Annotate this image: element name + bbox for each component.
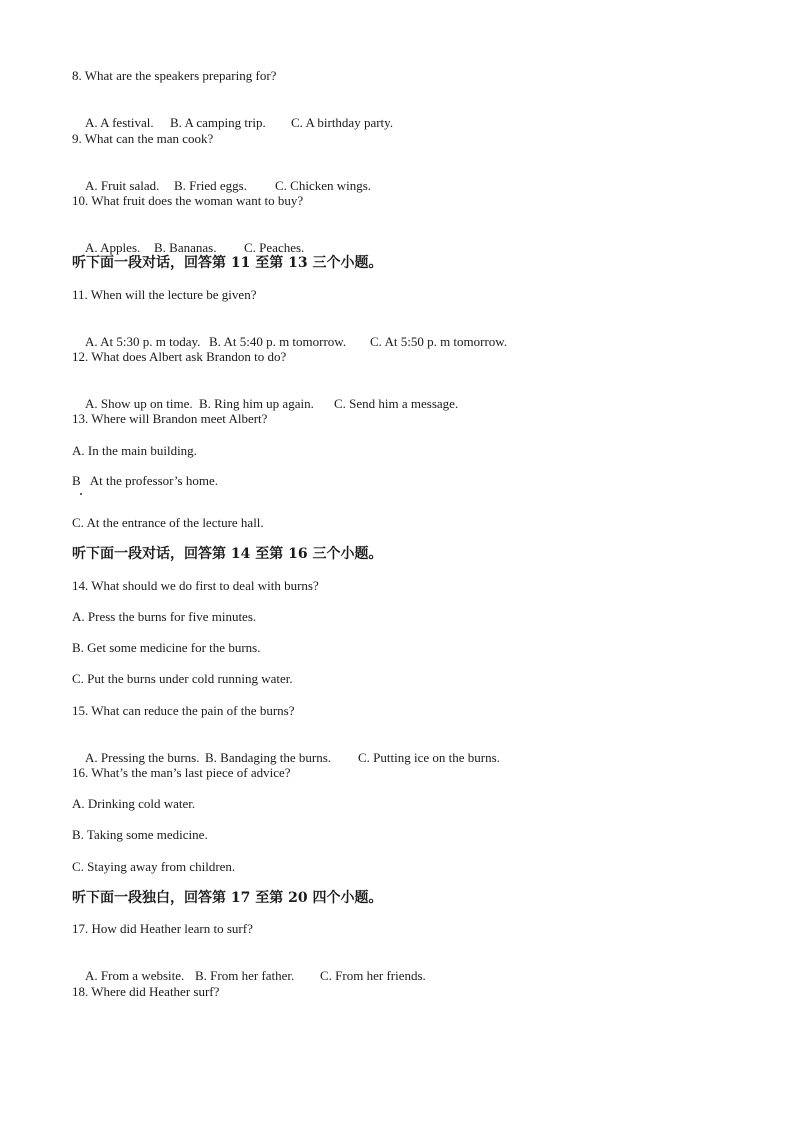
option-c: C. At the entrance of the lecture hall. xyxy=(72,515,264,530)
option-a: A. Press the burns for five minutes. xyxy=(72,609,257,624)
option-a: A. Fruit salad. xyxy=(85,178,160,193)
option-c: C. At 5:50 p. m tomorrow. xyxy=(370,334,508,349)
option-b: B. A camping trip. xyxy=(170,115,266,130)
option-a: A. Apples. xyxy=(85,240,141,255)
option-c: C. Chicken wings. xyxy=(275,178,372,193)
option-a: A. In the main building. xyxy=(72,443,197,458)
question-18: 18. Where did Heather surf? xyxy=(72,984,220,999)
option-b: B. Bananas. xyxy=(154,240,217,255)
option-c: C. Putting ice on the burns. xyxy=(358,750,500,765)
question-12: 12. What does Albert ask Brandon to do? xyxy=(72,349,287,364)
option-a: A. Show up on time. xyxy=(85,396,193,411)
option-a: A. At 5:30 p. m today. xyxy=(85,334,201,349)
option-c: C. From her friends. xyxy=(320,968,426,983)
stray-dot xyxy=(80,493,82,495)
question-15: 15. What can reduce the pain of the burns? xyxy=(72,703,295,718)
option-a: A. Drinking cold water. xyxy=(72,796,196,811)
option-b: B. Taking some medicine. xyxy=(72,827,208,842)
option-c: C. A birthday party. xyxy=(291,115,394,130)
question-9: 9. What can the man cook? xyxy=(72,131,214,146)
option-c: C. Put the burns under cold running water. xyxy=(72,671,293,686)
question-11: 11. When will the lecture be given? xyxy=(72,287,257,302)
option-b: B. From her father. xyxy=(195,968,295,983)
option-b: B At the professor’s home. xyxy=(72,473,218,488)
question-8: 8. What are the speakers preparing for? xyxy=(72,68,277,83)
option-b: B. Fried eggs. xyxy=(174,178,247,193)
question-13: 13. Where will Brandon meet Albert? xyxy=(72,411,268,426)
option-a: A. A festival. xyxy=(85,115,154,130)
question-10: 10. What fruit does the woman want to buy? xyxy=(72,193,304,208)
question-16: 16. What’s the man’s last piece of advice? xyxy=(72,765,291,780)
option-a: A. From a website. xyxy=(85,968,185,983)
option-c: C. Staying away from children. xyxy=(72,859,236,874)
option-c: C. Peaches. xyxy=(244,240,305,255)
option-b: B. At 5:40 p. m tomorrow. xyxy=(209,334,347,349)
option-a: A. Pressing the burns. xyxy=(85,750,200,765)
option-c: C. Send him a message. xyxy=(334,396,459,411)
question-17: 17. How did Heather learn to surf? xyxy=(72,921,253,936)
option-b: B. Ring him up again. xyxy=(199,396,314,411)
question-14: 14. What should we do first to deal with burns? xyxy=(72,578,319,593)
section-heading: 听下面一段独白，回答第 17 至第 20 四个小题。 xyxy=(72,890,383,906)
option-b: B. Bandaging the burns. xyxy=(205,750,332,765)
section-heading: 听下面一段对话，回答第 14 至第 16 三个小题。 xyxy=(72,546,383,562)
section-heading: 听下面一段对话，回答第 11 至第 13 三个小题。 xyxy=(72,255,383,271)
option-b: B. Get some medicine for the burns. xyxy=(72,640,261,655)
